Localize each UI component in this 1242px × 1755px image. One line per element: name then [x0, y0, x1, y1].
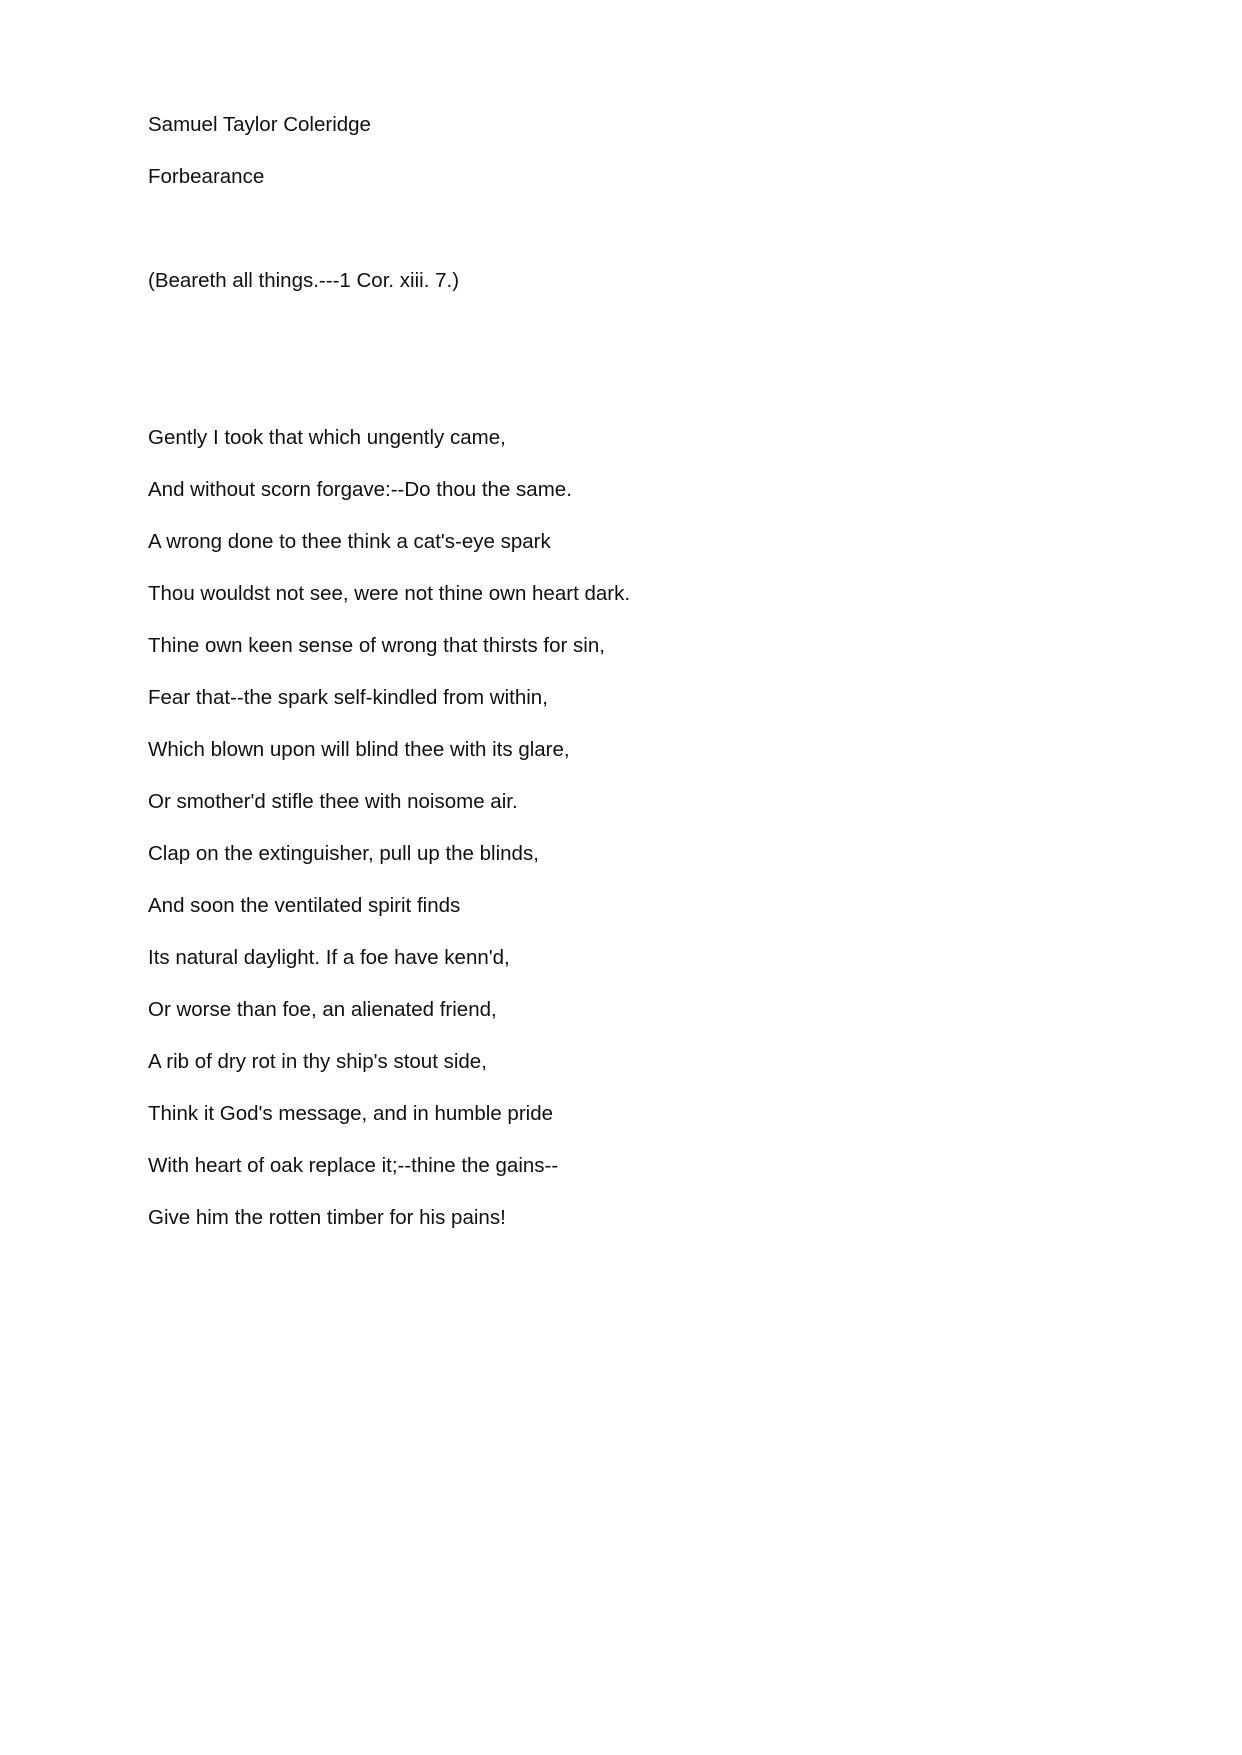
poem-line: Thine own keen sense of wrong that thirsts for sin, [148, 634, 605, 657]
poem-line: Gently I took that which ungently came, [148, 426, 506, 449]
poem-line: Clap on the extinguisher, pull up the blinds, [148, 842, 539, 865]
poem-line: With heart of oak replace it;--thine the gains-- [148, 1154, 559, 1177]
poem-line: Fear that--the spark self-kindled from within, [148, 686, 548, 709]
poem-line: Give him the rotten timber for his pains! [148, 1206, 506, 1229]
poem-line: A wrong done to thee think a cat's-eye spark [148, 530, 551, 553]
poem-line: And soon the ventilated spirit finds [148, 894, 461, 917]
poem-line: Or smother'd stifle thee with noisome air. [148, 790, 518, 813]
poem-line: Which blown upon will blind thee with its glare, [148, 738, 570, 761]
author-name: Samuel Taylor Coleridge [148, 113, 371, 136]
poem-line: Or worse than foe, an alienated friend, [148, 998, 497, 1021]
poem-title: Forbearance [148, 165, 265, 188]
poem-line: Think it God's message, and in humble pride [148, 1102, 554, 1125]
poem-line: And without scorn forgave:--Do thou the same. [148, 478, 572, 501]
poem-line: Thou wouldst not see, were not thine own heart dark. [148, 582, 631, 605]
epigraph: (Beareth all things.---1 Cor. xiii. 7.) [148, 269, 460, 292]
poem-line: Its natural daylight. If a foe have kenn'd, [148, 946, 510, 969]
poem-line: A rib of dry rot in thy ship's stout side, [148, 1050, 487, 1073]
